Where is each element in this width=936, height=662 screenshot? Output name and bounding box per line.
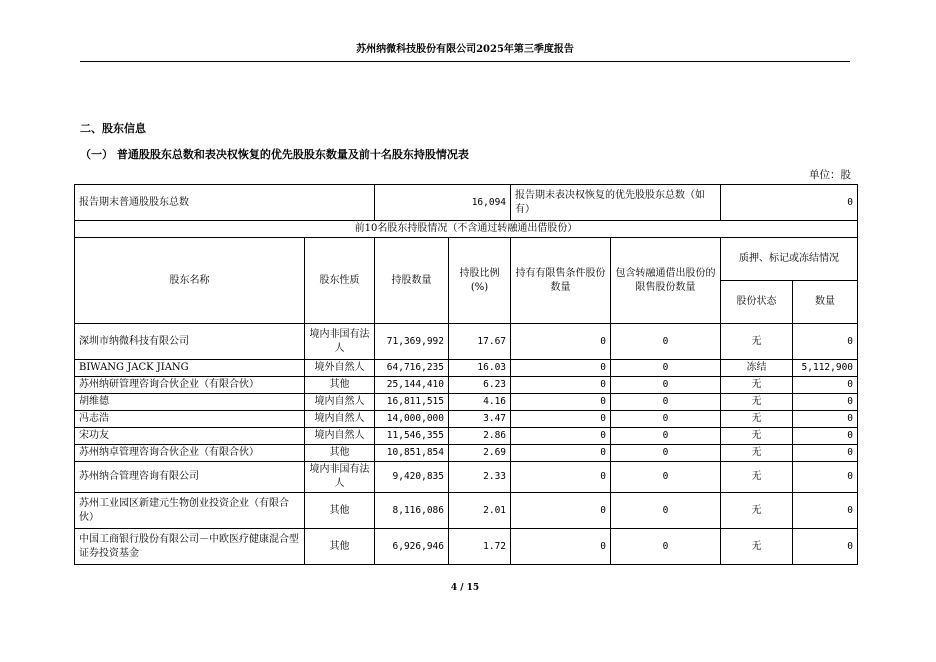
table-row (75, 394, 858, 411)
holder-name: BIWANG JACK JIANG (75, 360, 305, 377)
holder-nature: 境内自然人 (305, 394, 375, 411)
table-row (75, 462, 858, 493)
table-row (75, 445, 858, 462)
preferred-holders-label: 报告期末表决权恢复的优先股股东总数（如有） (511, 185, 721, 221)
header-divider (80, 61, 850, 62)
header-nature: 股东性质 (305, 238, 375, 324)
holder-pledge-qty: 0 (793, 462, 858, 493)
header-ratio: 持股比例(%) (449, 238, 511, 324)
holder-pledge-qty: 0 (793, 428, 858, 445)
shareholder-table (74, 184, 858, 565)
holder-lent: 0 (611, 324, 721, 360)
holder-nature: 其他 (305, 493, 375, 529)
holder-pledge-status: 无 (721, 462, 793, 493)
holder-lent: 0 (611, 411, 721, 428)
holder-name: 胡维德 (75, 394, 305, 411)
holder-lent: 0 (611, 529, 721, 565)
header-name: 股东名称 (75, 238, 305, 324)
holder-restricted: 0 (511, 377, 611, 394)
holder-ratio: 4.16 (449, 394, 511, 411)
holder-restricted: 0 (511, 493, 611, 529)
holder-restricted: 0 (511, 462, 611, 493)
holder-lent: 0 (611, 445, 721, 462)
table-caption: 前10名股东持股情况（不含通过转融通出借股份） (75, 221, 858, 238)
holder-nature: 境内非国有法人 (305, 462, 375, 493)
holder-lent: 0 (611, 462, 721, 493)
holder-pledge-qty: 0 (793, 493, 858, 529)
holder-shares: 10,851,854 (375, 445, 449, 462)
holder-restricted: 0 (511, 360, 611, 377)
holder-shares: 25,144,410 (375, 377, 449, 394)
holder-ratio: 2.01 (449, 493, 511, 529)
holder-lent: 0 (611, 377, 721, 394)
subsection-title: （一） 普通股股东总数和表决权恢复的优先股股东数量及前十名股东持股情况表 (80, 148, 469, 161)
summary-row (75, 185, 858, 221)
holder-pledge-status: 冻结 (721, 360, 793, 377)
holder-shares: 11,546,355 (375, 428, 449, 445)
holder-name: 冯志浩 (75, 411, 305, 428)
holder-name: 苏州纳合管理咨询有限公司 (75, 462, 305, 493)
table-row (75, 360, 858, 377)
table-row (75, 377, 858, 394)
header-shares: 持股数量 (375, 238, 449, 324)
table-row (75, 411, 858, 428)
holder-pledge-status: 无 (721, 445, 793, 462)
holder-nature: 境内自然人 (305, 428, 375, 445)
holder-nature: 其他 (305, 445, 375, 462)
table-row (75, 428, 858, 445)
holder-pledge-status: 无 (721, 411, 793, 428)
holder-restricted: 0 (511, 428, 611, 445)
table-row (75, 529, 858, 565)
holder-pledge-status: 无 (721, 394, 793, 411)
holder-name: 深圳市纳微科技有限公司 (75, 324, 305, 360)
header-lent: 包含转融通借出股份的限售股份数量 (611, 238, 721, 324)
holder-ratio: 6.23 (449, 377, 511, 394)
holder-ratio: 3.47 (449, 411, 511, 428)
holder-pledge-status: 无 (721, 428, 793, 445)
holder-restricted: 0 (511, 394, 611, 411)
holder-ratio: 2.33 (449, 462, 511, 493)
holder-ratio: 2.86 (449, 428, 511, 445)
header-row (75, 238, 858, 281)
header-pledge-status: 股份状态 (721, 281, 793, 324)
holder-shares: 14,000,000 (375, 411, 449, 428)
table-row (75, 324, 858, 360)
holder-name: 苏州纳研管理咨询合伙企业（有限合伙） (75, 377, 305, 394)
header-restricted: 持有有限售条件股份数量 (511, 238, 611, 324)
holder-pledge-qty: 0 (793, 324, 858, 360)
holder-nature: 境内非国有法人 (305, 324, 375, 360)
page-number: 4 / 15 (450, 583, 480, 593)
holder-ratio: 17.67 (449, 324, 511, 360)
holder-shares: 6,926,946 (375, 529, 449, 565)
holder-shares: 64,716,235 (375, 360, 449, 377)
report-header-title: 苏州纳微科技股份有限公司2025年第三季度报告 (356, 44, 574, 55)
holder-name: 苏州纳卓管理咨询合伙企业（有限合伙） (75, 445, 305, 462)
holder-pledge-qty: 0 (793, 394, 858, 411)
header-pledge-qty: 数量 (793, 281, 858, 324)
holder-ratio: 1.72 (449, 529, 511, 565)
holder-name: 宋功友 (75, 428, 305, 445)
holder-lent: 0 (611, 360, 721, 377)
holder-nature: 其他 (305, 377, 375, 394)
holder-lent: 0 (611, 428, 721, 445)
holder-pledge-status: 无 (721, 324, 793, 360)
holder-shares: 8,116,086 (375, 493, 449, 529)
common-holders-value: 16,094 (375, 185, 511, 221)
holder-nature: 境外自然人 (305, 360, 375, 377)
table-row (75, 493, 858, 529)
holder-pledge-qty: 0 (793, 445, 858, 462)
common-holders-label: 报告期末普通股股东总数 (75, 185, 375, 221)
section-title: 二、股东信息 (80, 122, 146, 135)
holder-name: 中国工商银行股份有限公司－中欧医疗健康混合型证券投资基金 (75, 529, 305, 565)
holder-restricted: 0 (511, 324, 611, 360)
preferred-holders-value: 0 (721, 185, 858, 221)
holder-lent: 0 (611, 493, 721, 529)
caption-row (75, 221, 858, 238)
holder-pledge-status: 无 (721, 529, 793, 565)
holder-nature: 其他 (305, 529, 375, 565)
holder-name: 苏州工业园区新建元生物创业投资企业（有限合伙） (75, 493, 305, 529)
holder-pledge-status: 无 (721, 377, 793, 394)
holder-pledge-qty: 0 (793, 411, 858, 428)
holder-ratio: 2.69 (449, 445, 511, 462)
holder-shares: 9,420,835 (375, 462, 449, 493)
holder-pledge-qty: 0 (793, 377, 858, 394)
holder-pledge-qty: 0 (793, 529, 858, 565)
unit-label: 单位：股 (809, 169, 851, 181)
holder-nature: 境内自然人 (305, 411, 375, 428)
holder-shares: 71,369,992 (375, 324, 449, 360)
holder-restricted: 0 (511, 411, 611, 428)
header-pledge: 质押、标记或冻结情况 (721, 238, 858, 281)
holder-pledge-status: 无 (721, 493, 793, 529)
holder-ratio: 16.03 (449, 360, 511, 377)
holder-shares: 16,811,515 (375, 394, 449, 411)
holder-restricted: 0 (511, 529, 611, 565)
holder-lent: 0 (611, 394, 721, 411)
holder-restricted: 0 (511, 445, 611, 462)
holder-pledge-qty: 5,112,900 (793, 360, 858, 377)
